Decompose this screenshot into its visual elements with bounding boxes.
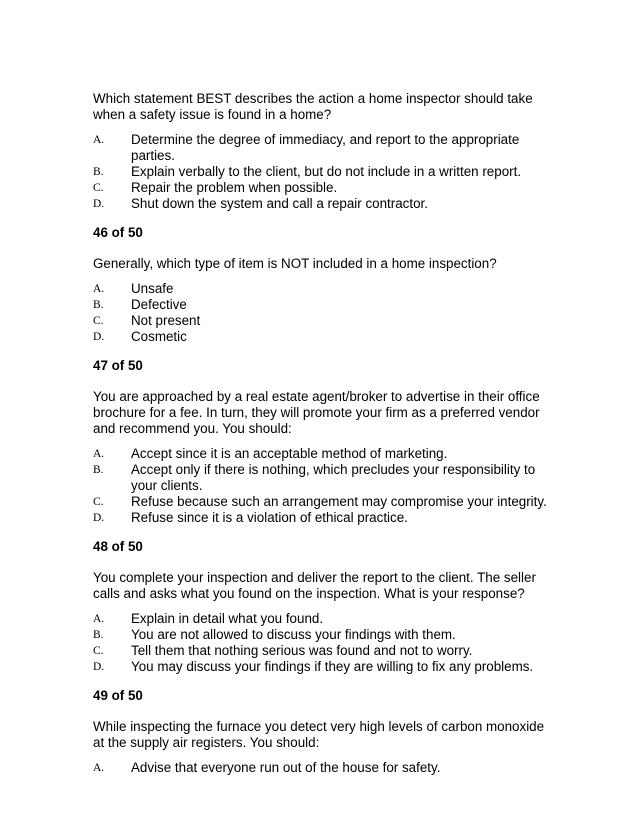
- option-item: [93, 196, 553, 212]
- question-block: [93, 688, 553, 776]
- option-letter: C.: [93, 315, 104, 327]
- option-item: [93, 760, 553, 776]
- option-item: [93, 164, 553, 180]
- option-letter: B.: [93, 629, 104, 641]
- option-item: [93, 313, 553, 329]
- option-item: [93, 462, 553, 494]
- document-page: [93, 91, 553, 789]
- option-letter: A.: [93, 134, 105, 146]
- option-item: [93, 627, 553, 643]
- option-text: Accept since it is an acceptable method of marketing.: [131, 446, 448, 461]
- option-letter: A.: [93, 283, 105, 295]
- question-text: You complete your inspection and deliver the report to the client. The seller calls and asks what you found on the inspection. What is your response?: [93, 570, 536, 601]
- option-letter: B.: [93, 464, 104, 476]
- option-item: [93, 281, 553, 297]
- option-text: Determine the degree of immediacy, and report to the appropriate parties.: [131, 132, 520, 163]
- option-item: [93, 132, 553, 164]
- option-letter: D.: [93, 661, 105, 673]
- option-letter: C.: [93, 496, 104, 508]
- option-text: Explain in detail what you found.: [131, 611, 324, 626]
- option-text: Repair the problem when possible.: [131, 180, 338, 195]
- question-number: 47 of 50: [93, 358, 143, 373]
- option-text: Shut down the system and call a repair contractor.: [131, 196, 428, 211]
- options-list: [93, 281, 553, 345]
- option-text: Advise that everyone run out of the house for safety.: [131, 760, 441, 775]
- option-text: Unsafe: [131, 281, 174, 296]
- option-letter: A.: [93, 448, 105, 460]
- option-item: [93, 297, 553, 313]
- question-number: 49 of 50: [93, 688, 143, 703]
- option-item: [93, 494, 553, 510]
- option-item: [93, 329, 553, 345]
- question-number: 46 of 50: [93, 225, 143, 240]
- question-block: [93, 358, 553, 526]
- option-text: Explain verbally to the client, but do not include in a written report.: [131, 164, 522, 179]
- option-item: [93, 446, 553, 462]
- question-block: [93, 225, 553, 345]
- option-item: [93, 659, 553, 675]
- option-text: You may discuss your findings if they are willing to fix any problems.: [131, 659, 534, 674]
- option-text: Not present: [131, 313, 201, 328]
- option-text: Cosmetic: [131, 329, 187, 344]
- options-list: [93, 132, 553, 212]
- option-letter: B.: [93, 166, 104, 178]
- option-text: Accept only if there is nothing, which precludes your responsibility to your clients.: [131, 462, 536, 493]
- option-letter: B.: [93, 299, 104, 311]
- option-text: Refuse since it is a violation of ethical practice.: [131, 510, 408, 525]
- option-item: [93, 180, 553, 196]
- option-item: [93, 611, 553, 627]
- option-letter: C.: [93, 182, 104, 194]
- options-list: [93, 446, 553, 526]
- option-letter: D.: [93, 331, 105, 343]
- option-letter: A.: [93, 762, 105, 774]
- options-list: [93, 760, 553, 776]
- question-text: You are approached by a real estate agent/broker to advertise in their office brochure for a fee. In turn, they will promote your firm as a preferred vendor and recommend you. You should:: [93, 389, 540, 436]
- option-item: [93, 643, 553, 659]
- option-letter: C.: [93, 645, 104, 657]
- option-letter: A.: [93, 613, 105, 625]
- option-text: Defective: [131, 297, 187, 312]
- question-block: [93, 539, 553, 675]
- question-number: 48 of 50: [93, 539, 143, 554]
- option-text: You are not allowed to discuss your findings with them.: [131, 627, 456, 642]
- question-block: [93, 91, 553, 212]
- option-text: Tell them that nothing serious was found and not to worry.: [131, 643, 473, 658]
- options-list: [93, 611, 553, 675]
- option-letter: D.: [93, 512, 105, 524]
- question-text: Generally, which type of item is NOT included in a home inspection?: [93, 256, 497, 271]
- option-item: [93, 510, 553, 526]
- option-letter: D.: [93, 198, 105, 210]
- question-text: Which statement BEST describes the action a home inspector should take when a safety issue is found in a home?: [93, 91, 533, 122]
- question-text: While inspecting the furnace you detect very high levels of carbon monoxide at the supply air registers. You should:: [93, 719, 545, 750]
- option-text: Refuse because such an arrangement may compromise your integrity.: [131, 494, 547, 509]
